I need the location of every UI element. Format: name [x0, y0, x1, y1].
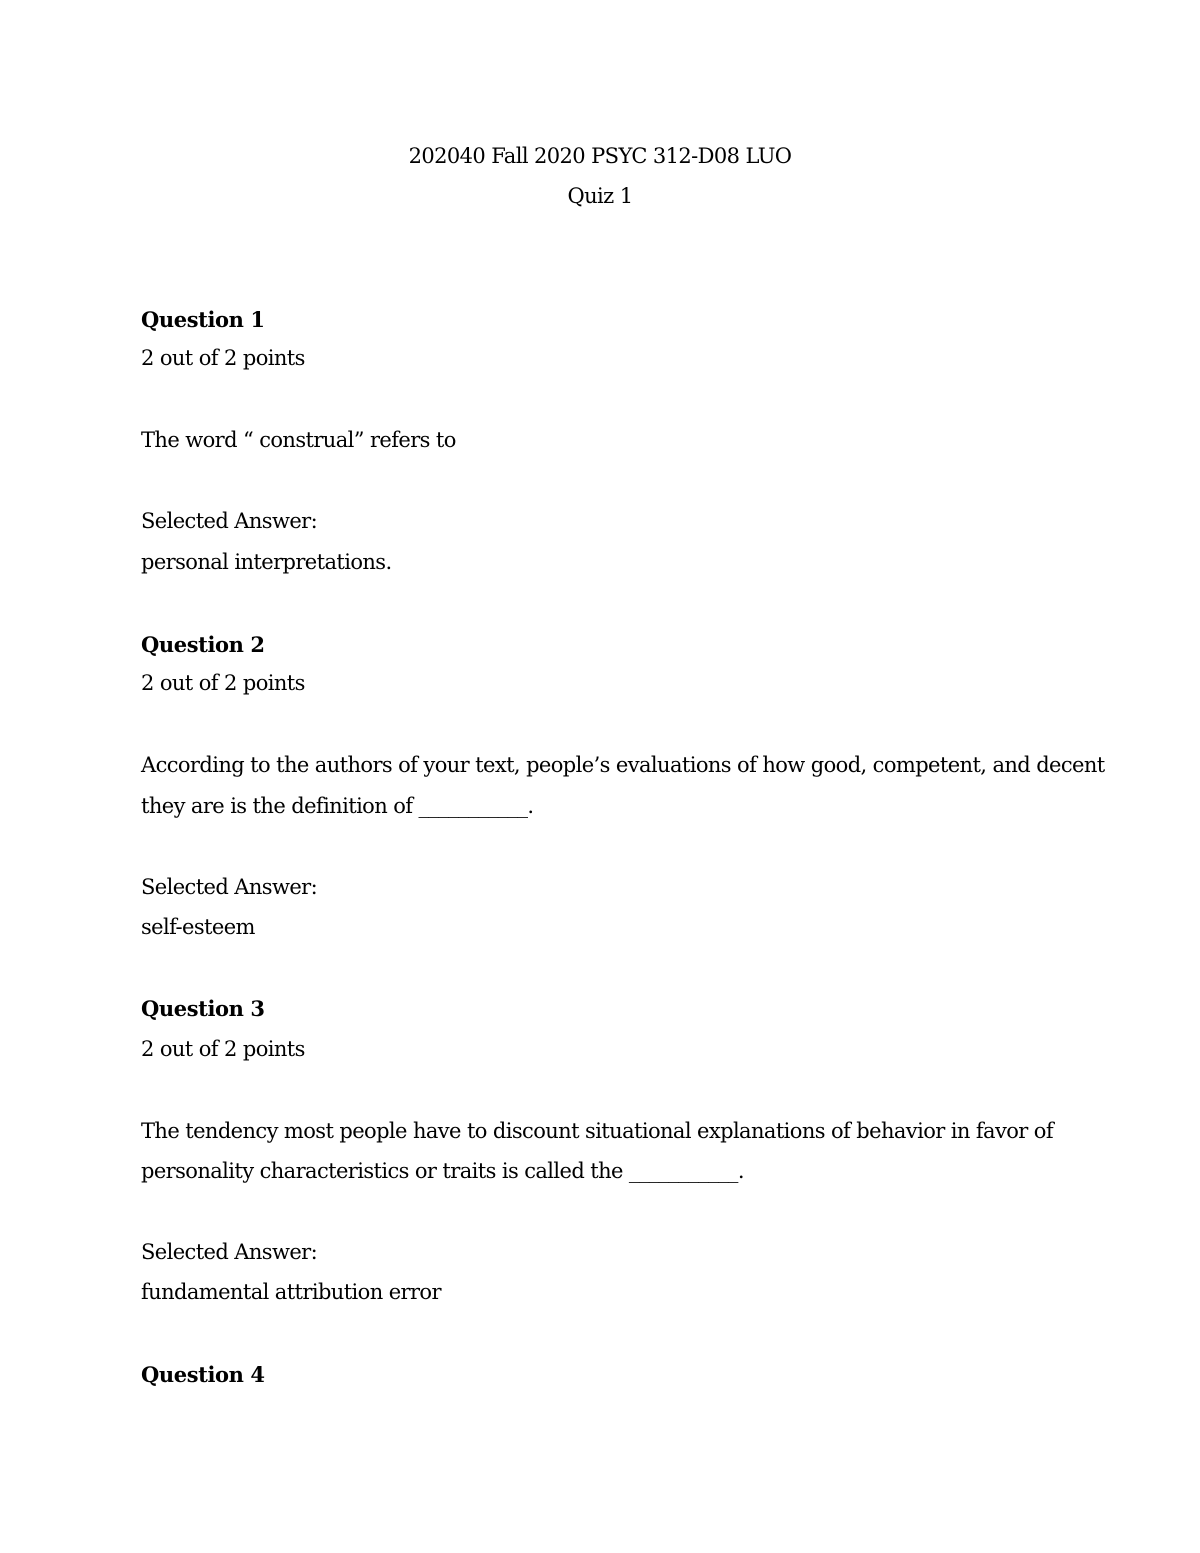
course-title: 202040 Fall 2020 PSYC 312-D08 LUO [408, 144, 792, 168]
question-2-title: Question 2 [141, 632, 265, 657]
quiz-title: Quiz 1 [567, 184, 633, 208]
question-4-title: Question 4 [141, 1362, 265, 1387]
question-1-answer-label: Selected Answer: [141, 509, 318, 533]
question-3-prompt-line-2: personality characteristics or traits is called the ___________. [141, 1159, 744, 1183]
question-3-title: Question 3 [141, 996, 265, 1021]
question-3-points: 2 out of 2 points [141, 1037, 305, 1061]
question-2-prompt-line-2: they are is the definition of ___________. [141, 794, 534, 818]
question-3-answer-label: Selected Answer: [141, 1240, 318, 1264]
question-1-title: Question 1 [141, 307, 265, 332]
question-1-points: 2 out of 2 points [141, 346, 305, 370]
question-1-prompt: The word “ construal” refers to [141, 428, 456, 452]
question-3-prompt-line-1: The tendency most people have to discount situational explanations of behavior in favor of [141, 1119, 1053, 1143]
question-2-prompt-line-1: According to the authors of your text, people’s evaluations of how good, competent, and decent [141, 753, 1105, 777]
question-2-answer-label: Selected Answer: [141, 875, 318, 899]
question-1-answer: personal interpretations. [141, 550, 392, 574]
question-3-answer: fundamental attribution error [141, 1280, 441, 1304]
question-2-points: 2 out of 2 points [141, 671, 305, 695]
question-2-answer: self-esteem [141, 915, 255, 939]
